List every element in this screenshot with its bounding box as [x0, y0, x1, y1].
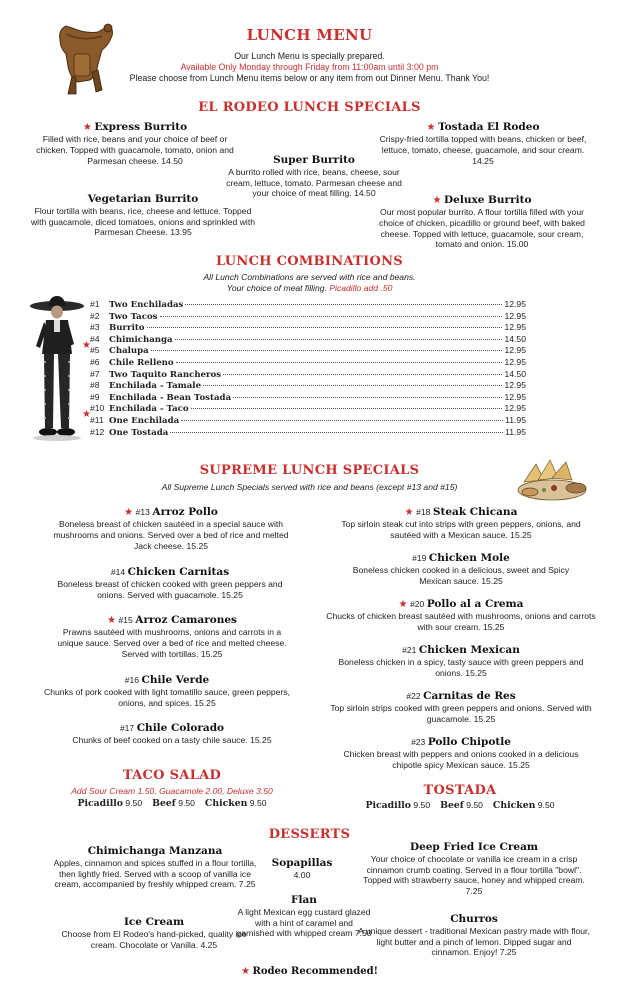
star-icon: ★: [398, 599, 408, 610]
dot-leader: [176, 362, 503, 363]
dot-leader: [233, 397, 502, 398]
combo-row: #9 Enchilada - Bean Tostada 12.95: [90, 391, 526, 403]
combo-price: 12.95: [504, 345, 526, 356]
supreme-item-20: ★ #20 Pollo al a Crema Chucks of chicken breast sautéed with mushrooms, onions and carrots with sour cream. 15.25: [326, 598, 596, 632]
item-name: Deluxe Burrito: [444, 194, 532, 206]
star-icon: ★: [82, 122, 92, 133]
combo-name: Chalupa: [109, 346, 149, 357]
combo-price: 14.50: [504, 333, 526, 344]
dot-leader: [203, 385, 502, 386]
combo-row: ★ #10 Enchilada - Taco 12.95: [82, 403, 526, 421]
supreme-item-21: #21 Chicken Mexican Boneless chicken in a spicy, tasty sauce with green peppers and onions. 15.25: [338, 644, 584, 678]
combo-name: One Enchilada: [109, 416, 180, 426]
lunch-specials-title: EL RODEO LUNCH SPECIALS: [198, 100, 421, 115]
header-line-2: Available Only Monday through Friday from 11:00am until 3:00 pm: [180, 62, 439, 72]
dessert-deep-fried-ice-cream: Deep Fried Ice Cream Your choice of chocolate or vanilla ice cream in a crisp cinnamon crumb coating. Served in a flour tortilla "bowl". Topped with strawberry sauce, honey and whipped cream. 7.25: [363, 841, 585, 896]
item-desc: Our most popular burrito. A flour tortilla filled with your choice of chicken, picadillo or ground beef, with baked cheese. Topped with lettuce, guacamole, sour cream, tomato and onion. 15.00: [379, 207, 585, 250]
star-icon: ★: [82, 409, 91, 421]
tostada-prices: Picadillo 9.50 Beef 9.50 Chicken 9.50: [365, 800, 555, 811]
dessert-churros: Churros A unique dessert - traditional Mexican pastry made with flour, light butter and a pinch of lemon. Dipped sugar and cinnamon. Enjoy! 7.25: [358, 913, 590, 958]
express-burrito: [30, 121, 240, 166]
combo-row: #12 One Tostada 11.95: [90, 426, 526, 438]
combo-name: Enchilada - Tamale: [109, 381, 202, 392]
star-icon: ★: [82, 339, 91, 351]
combo-name: Chimichanga: [109, 334, 173, 345]
supreme-item-17: #17 Chile Colorado Chunks of beef cooked on a tasty chile sauce. 15.25: [72, 722, 272, 745]
taco-salad-title: TACO SALAD: [122, 768, 222, 783]
item-name: Tostada El Rodeo: [438, 121, 540, 133]
recommended-legend: ★ Rodeo Recommended!: [241, 966, 378, 977]
dot-leader: [223, 374, 502, 375]
combo-price: 12.95: [504, 299, 526, 309]
combos-note-2: Your choice of meat filling. Picadillo add .50: [226, 283, 393, 293]
combo-price: 12.95: [504, 403, 526, 414]
supreme-item-19: #19 Chicken Mole Boneless chicken cooked in a delicious, sweet and Spicy Mexican sauce. 15.25: [352, 552, 570, 586]
combo-row: ★ #4 Chimichanga 14.50: [82, 333, 526, 351]
dessert-flan: Flan A light Mexican egg custard glazed with a hint of caramel and garnished with whipped cream 7.50: [236, 894, 372, 939]
supreme-item-15: ★ #15 Arroz Camarones Prawns sautéed with mushrooms, onions and carrots in a unique sauce. Served over a bed of rice and melted cheese. Served with tortillas. 15.25: [57, 614, 287, 659]
supreme-specials-title: SUPREME LUNCH SPECIALS: [199, 463, 420, 478]
dot-leader: [191, 408, 503, 409]
lunch-combinations-title: LUNCH COMBINATIONS: [216, 254, 403, 269]
dot-leader: [170, 432, 503, 433]
combo-name: Enchilada - Taco: [109, 404, 189, 415]
star-icon: ★: [241, 966, 250, 977]
supreme-item-14: #14 Chicken Carnitas Boneless breast of chicken cooked with green peppers and onions. Served with guacamole. 15.25: [57, 566, 283, 600]
desserts-title: DESSERTS: [268, 827, 351, 842]
combo-price: 11.95: [505, 415, 526, 425]
combo-price: 12.95: [504, 357, 526, 367]
dot-leader: [185, 304, 502, 305]
item-desc: Filled with rice, beans and your choice of beef or chicken. Topped with guacamole, tomato, onion and Parmesan cheese. 14.50: [36, 134, 234, 166]
item-desc: A burrito rolled with rice, beans, cheese, sour cream, lettuce, tomato. Parmesan cheese and your choice of meat filling. 14.50: [226, 166, 402, 199]
vegetarian-burrito: [30, 193, 256, 238]
star-icon: ★: [124, 507, 134, 518]
dessert-chimichanga-manzana: Chimichanga Manzana Apples, cinnamon and spices stuffed in a flour tortilla, then lightly fried. Served with a scoop of vanilla ice cream, accompanied by freshly whipped cream. 7.25: [53, 845, 257, 890]
item-name: Vegetarian Burrito: [87, 193, 199, 205]
supreme-item-16: #16 Chile Verde Chunks of pork cooked with light tomatillo sauce, green peppers, onions, and spices. 15.25: [43, 674, 290, 708]
item-name: Express Burrito: [94, 121, 188, 133]
combo-price: 12.95: [504, 391, 526, 402]
combo-row: #7 Two Taquito Rancheros 14.50: [90, 368, 526, 380]
combo-name: Two Enchiladas: [109, 300, 184, 310]
deluxe-burrito: [368, 194, 596, 250]
item-name: Super Burrito: [273, 154, 355, 166]
combo-row: #6 Chile Relleno 12.95: [90, 357, 526, 368]
combo-row: #3 Burrito 12.95: [90, 322, 526, 334]
combo-row: #8 Enchilada - Tamale 12.95: [90, 380, 526, 392]
supreme-item-23: #23 Pollo Chipotle Chicken breast with peppers and onions cooked in a delicious chipotle spicy Mexican sauce. 15.25: [343, 736, 579, 770]
combo-name: Chile Relleno: [109, 358, 174, 368]
star-icon: ★: [426, 122, 436, 133]
header-line-3: Please choose from Lunch Menu items below or any item from out Dinner Menu. Thank You!: [129, 73, 490, 83]
combo-row: #1 Two Enchiladas 12.95: [90, 299, 526, 310]
combo-price: 12.95: [504, 310, 526, 321]
combo-row: #11 One Enchilada 11.95: [90, 415, 526, 426]
lunch-menu-title: LUNCH MENU: [246, 26, 373, 44]
combo-price: 12.95: [504, 380, 526, 391]
dot-leader: [151, 350, 503, 351]
dessert-ice-cream: Ice Cream Choose from El Rodeo's hand-picked, quality ice cream. Chocolate or Vanilla. 4.25: [61, 916, 247, 950]
dot-leader: [147, 327, 503, 328]
dot-leader: [181, 420, 503, 421]
supreme-note: All Supreme Lunch Specials served with rice and beans (except #13 and #15): [161, 482, 458, 492]
combo-row: #5 Chalupa 12.95: [90, 345, 526, 357]
dot-leader: [175, 339, 503, 340]
combo-row: #2 Two Tacos 12.95: [90, 310, 526, 322]
star-icon: ★: [432, 195, 442, 206]
combos-note-1: All Lunch Combinations are served with rice and beans.: [203, 272, 416, 282]
tostada-title: TOSTADA: [423, 783, 497, 798]
mariachi-illustration: [28, 296, 86, 442]
supreme-item-22: #22 Carnitas de Res Top sirloin strips cooked with green peppers and onions. Served with guacamole. 15.25: [330, 690, 592, 724]
star-icon: ★: [107, 615, 116, 626]
combo-name: One Tostada: [109, 427, 169, 438]
combo-name: Enchilada - Bean Tostada: [109, 392, 232, 403]
item-desc: Crispy-fried tortilla topped with beans, chicken or beef, lettuce, tomato, cheese, guacamole, and sour cream. 14.25: [379, 134, 587, 166]
supreme-item-18: ★ #18 Steak Chicana Top sirloin steak cut into strips with green peppers, onions, and sautéed with a Mexican sauce. 15.25: [341, 506, 581, 540]
combo-price: 14.50: [504, 368, 526, 379]
taco-salad-prices: Picadillo 9.50 Beef 9.50 Chicken 9.50: [77, 798, 267, 809]
dessert-sopapillas: Sopapillas 4.00: [271, 857, 333, 880]
taco-salad-note: Add Sour Cream 1.50, Guacamole 2.00, Deluxe 3.50: [71, 786, 273, 796]
star-icon: ★: [404, 507, 414, 518]
supreme-item-13: ★ #13 Arroz Pollo Boneless breast of chicken sautéed in a special sauce with mushrooms and onions. Served over a bed of rice and melted Jack cheese. 15.25: [53, 506, 289, 551]
tostada-el-rodeo: [372, 121, 594, 166]
dot-leader: [160, 316, 503, 317]
combo-name: Burrito: [109, 323, 145, 334]
combo-name: Two Taquito Rancheros: [109, 369, 222, 380]
combo-price: 11.95: [505, 426, 526, 437]
item-desc: Flour tortilla with beans, rice, cheese and lettuce. Topped with guacamole, diced tomatoes, onions and sprinkled with Parmesan Cheese. 13.95: [30, 205, 256, 238]
combo-name: Two Tacos: [109, 311, 158, 322]
combo-price: 12.95: [504, 322, 526, 333]
header-line-1: Our Lunch Menu is specially prepared.: [234, 51, 385, 61]
